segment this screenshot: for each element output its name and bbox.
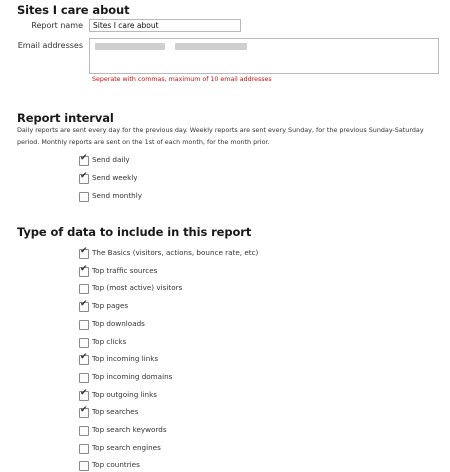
checkbox[interactable] (79, 405, 89, 418)
checkmark-icon: ✔ (80, 246, 88, 256)
checkmark-icon: ✔ (80, 171, 88, 181)
option-label: Send weekly (92, 173, 138, 182)
redacted-email (175, 43, 247, 50)
checkbox[interactable] (79, 246, 89, 259)
option-label: Top outgoing links (92, 389, 157, 399)
checkbox[interactable] (79, 352, 89, 365)
checkmark-icon: ✔ (80, 405, 88, 416)
checkbox[interactable] (79, 192, 89, 202)
checkmark-icon: ✔ (80, 352, 88, 363)
checkbox[interactable] (79, 444, 89, 454)
email-addresses-field[interactable] (89, 38, 439, 74)
section-title-interval: Report interval (17, 111, 114, 125)
checkmark-icon: ✔ (80, 153, 88, 163)
option-label: Send monthly (92, 191, 142, 200)
checkbox[interactable] (79, 338, 89, 348)
option-label: Top search engines (92, 442, 161, 452)
checkbox[interactable] (79, 387, 89, 401)
report-name-label: Report name (31, 21, 83, 30)
option-label: Top incoming domains (92, 371, 173, 381)
checkbox[interactable] (79, 284, 89, 294)
section-title-sites: Sites I care about (17, 3, 130, 17)
option-label: Send daily (92, 155, 130, 164)
section-title-data-types: Type of data to include in this report (17, 225, 252, 239)
option-label: Top traffic sources (92, 265, 158, 275)
option-label: Top countries (92, 460, 140, 470)
redacted-email (95, 43, 165, 50)
option-label: Top search keywords (92, 425, 167, 434)
checkbox[interactable] (79, 426, 89, 436)
email-addresses-label: Email addresses (17, 41, 83, 50)
checkmark-icon: ✔ (80, 263, 88, 274)
checkbox[interactable] (79, 373, 89, 383)
checkbox[interactable] (79, 263, 89, 277)
option-label: Top (most active) visitors (92, 283, 183, 293)
option-label: Top incoming links (92, 354, 159, 364)
option-label: The Basics (visitors, actions, bounce rate, etc) (92, 248, 259, 257)
interval-description: Daily reports are sent every day for the previous day. Weekly reports are sent every Sunday, for the previous Sunday-Saturday period. Monthly reports are sent on the 1st of each month, for the month prior. (17, 126, 424, 146)
checkbox[interactable] (79, 171, 89, 184)
checkmark-icon: ✔ (80, 387, 88, 398)
report-name-input[interactable]: Sites I care about (89, 19, 241, 32)
checkmark-icon: ✔ (80, 299, 88, 310)
option-label: Top clicks (92, 336, 127, 346)
option-label: Top pages (92, 301, 129, 311)
email-hint: Seperate with commas, maximum of 10 email addresses (92, 76, 272, 83)
checkbox[interactable] (79, 299, 89, 312)
checkbox[interactable] (79, 153, 89, 166)
option-label: Top searches (92, 407, 139, 417)
checkbox[interactable] (79, 320, 89, 330)
option-label: Top downloads (92, 318, 145, 328)
